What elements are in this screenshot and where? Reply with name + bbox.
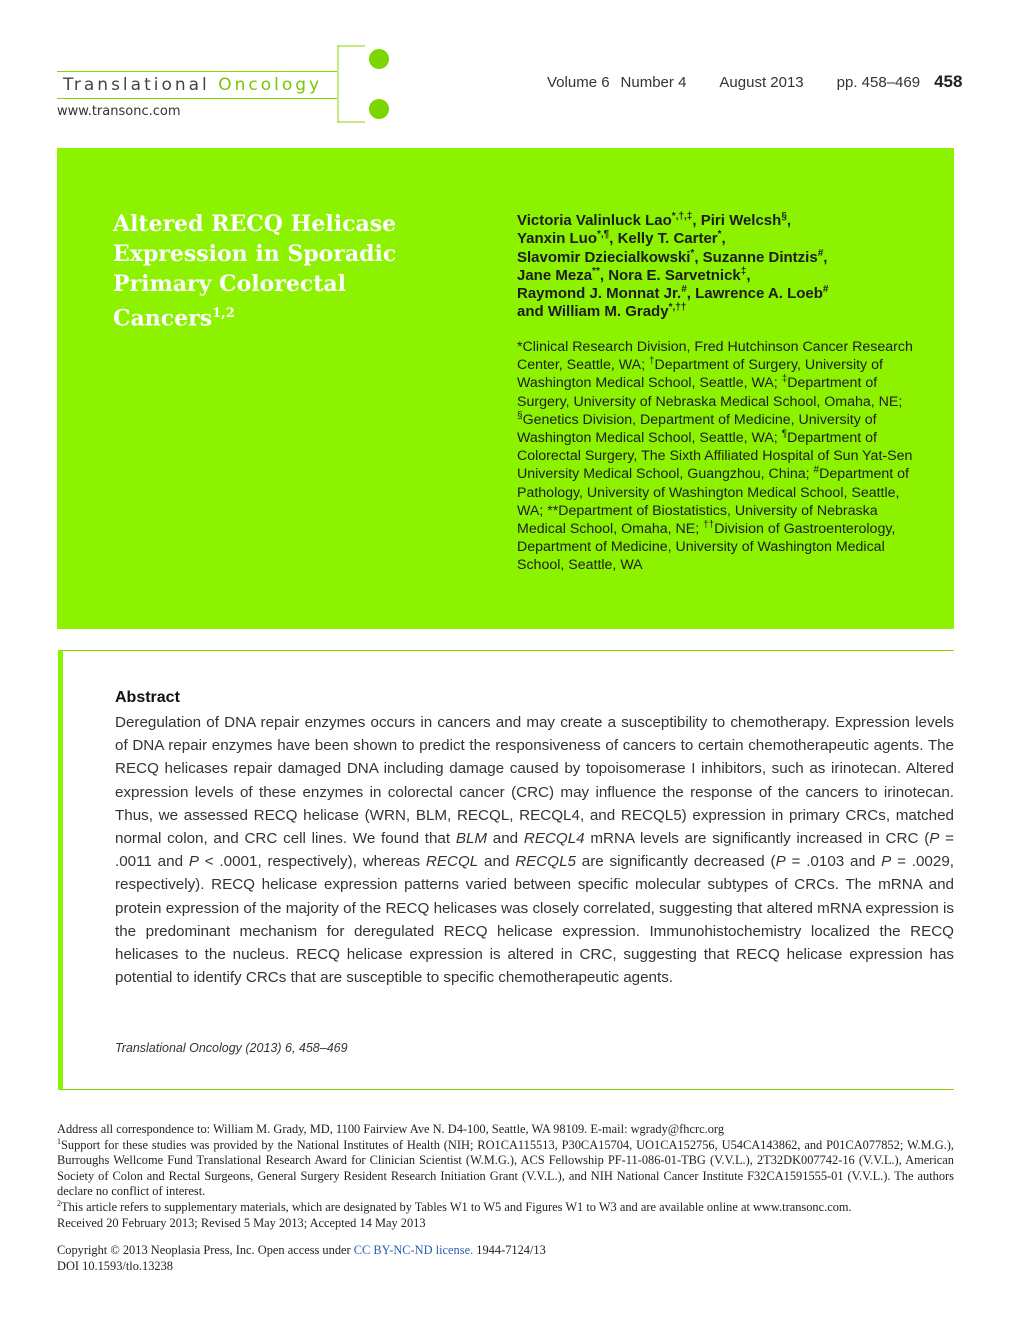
issue-number: Number 4 bbox=[620, 74, 687, 91]
author-line: Jane Meza**, Nora E. Sarvetnick‡, bbox=[517, 265, 751, 284]
abstract-heading: Abstract bbox=[115, 689, 180, 706]
journal-logo-icon bbox=[337, 45, 390, 123]
logo-dot-bottom bbox=[369, 99, 389, 119]
author-line: Victoria Valinluck Lao*,†,‡, Piri Welcsh§, bbox=[517, 211, 792, 229]
footnotes bbox=[57, 1122, 954, 1231]
author-line: Raymond J. Monnat Jr.#, Lawrence A. Loeb# bbox=[517, 284, 829, 303]
author-line: Yanxin Luo*,¶, Kelly T. Carter*, bbox=[517, 229, 726, 248]
received-dates: Received 20 February 2013; Revised 5 May 2013; Accepted 14 May 2013 bbox=[57, 1215, 426, 1230]
issue-date: August 2013 bbox=[719, 74, 804, 91]
page-number: 458 bbox=[934, 72, 963, 91]
citation: Translational Oncology (2013) 6, 458–469 bbox=[115, 1041, 348, 1055]
license-link[interactable]: CC BY-NC-ND license. bbox=[353, 1243, 474, 1257]
author-list bbox=[517, 212, 927, 322]
article-title: Altered RECQ Helicase Expression in Sporadic Primary Colorectal Cancers$^{1,2}$ bbox=[113, 211, 397, 332]
author-line: and William M. Grady*,†† bbox=[517, 302, 687, 321]
doi: DOI 10.1593/tlo.13238 bbox=[57, 1258, 173, 1273]
supplementary-note: $^2$This article refers to supplementary materials, which are designated by Tables W1 to W5 and Figures W1 to W3 and are available online at www.transonc.com. bbox=[57, 1198, 852, 1214]
abstract-text: Deregulation of DNA repair enzymes occurs in cancers and may create a susceptibility to chemotherapy. Expression levels of DNA repair enzymes have been shown to predict the responsiveness of cancers to certain chemotherapeutic agents. The RECQ helicases repair damaged DNA including damage caused by topoisomerase I inhibitors, such as irinotecan. Altered expression levels of these enzymes in colorectal cancer (CRC) may influence the response of the cancers to irinotecan. Thus, we assessed RECQ helicase (WRN, BLM, RECQL, RECQL4, and RECQL5) expression in primary CRCs, matched normal colon, and CRC cell lines. We found that BLM and RECQL4 mRNA levels are significantly increased in CRC (P = .0011 and P < .0001, respectively), whereas RECQL and RECQL5 are significantly decreased (P = .0103 and P = .0029, respectively). RECQ helicase expression patterns varied between specific molecular subtypes of CRCs. The mRNA and protein expression of the majority of the RECQ helicases was closely correlated, suggesting that altered mRNA expression is the predominant mechanism for deregulated RECQ helicase expression. Immunohistochemistry localized the RECQ helicases to the nucleus. RECQ helicase expression is altered in CRC, suggesting that RECQ helicase expression has potential to identify CRCs that are susceptible to specific chemotherapeutic agents. bbox=[115, 714, 954, 987]
affiliations: *Clinical Research Division, Fred Hutchinson Cancer Research Center, Seattle, WA; †Department of Surgery, University of Washington Medical School, Seattle, WA; ‡Department of Surgery, University of Nebraska Medical School, Omaha, NE; §Genetics Division, Department of Medicine, University of Washington Medical School, Seattle, WA; ¶Department of Colorectal Surgery, The Sixth Affiliated Hospital of Sun Yat-Sen University Medical School, Guangzhou, China; #Department of Pathology, University of Washington Medical School, Seattle, WA; **Department of Biostatistics, University of Nebraska Medical School, Omaha, NE; ††Division of Gastroenterology, Department of Medicine, University of Washington Medical School, Seattle, WA bbox=[517, 339, 913, 574]
logo-dot-top bbox=[369, 49, 389, 69]
journal-url[interactable]: www.transonc.com bbox=[57, 104, 181, 119]
author-line: Slavomir Dziecialkowski*, Suzanne Dintzis#, bbox=[517, 247, 828, 266]
volume: Volume 6 bbox=[547, 74, 610, 91]
journal-name: Translational Oncology bbox=[63, 75, 323, 95]
page-range: pp. 458–469 bbox=[836, 74, 921, 91]
correspondence-note: Address all correspondence to: William M. Grady, MD, 1100 Fairview Ave N. D4-100, Seattle, WA 98109. E-mail: wgrady@fhcrc.org bbox=[57, 1122, 725, 1136]
journal-header-box bbox=[57, 71, 337, 99]
issue-info bbox=[547, 72, 962, 92]
funding-note: $^1$Support for these studies was provided by the National Institutes of Health (NIH; RO1CA115513, P30CA15704, UO1CA152756, U54CA143862, and P01CA077852; W.M.G.), Burroughs Wellcome Fund Translational Research Award for Clinician Scientist (W.M.G.), ACS Fellowship PF-11-086-01-TBG (V.V.L.), 2T32DK007742-16 (V.V.L.), American Society of Colon and Rectal Surgeons, General Surgery Resident Research Initiation Grant (V.V.L.), and NIH National Cancer Institute F32CA1591555-01 (V.V.L.). The authors declare no conflict of interest. bbox=[57, 1136, 954, 1199]
copyright-block: Copyright © 2013 Neoplasia Press, Inc. Open access under CC BY-NC-ND license. 1944-7124/13 DOI 10.1593/tlo.13238 bbox=[57, 1243, 657, 1274]
